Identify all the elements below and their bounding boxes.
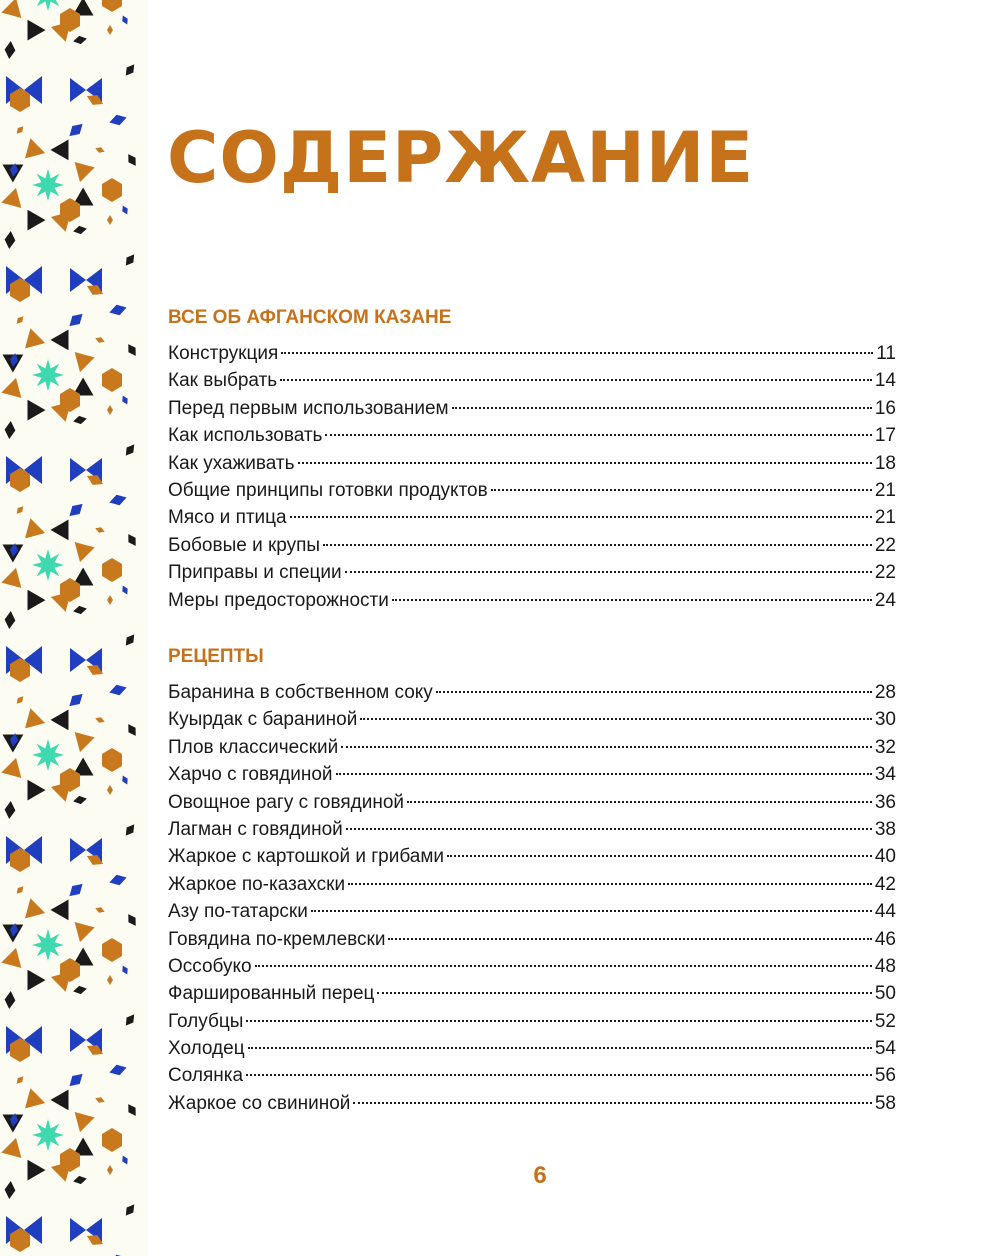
- toc-entry-title: Фаршированный перец: [168, 983, 375, 1005]
- toc-entry-title: Лагман с говядиной: [168, 818, 343, 840]
- toc-entry-page: 18: [874, 452, 896, 474]
- dot-leader: [246, 1020, 871, 1022]
- toc-entry[interactable]: [168, 706, 896, 733]
- toc-entry[interactable]: [168, 980, 896, 1007]
- geometric-pattern-icon: [0, 0, 148, 1256]
- toc-entry-title: Солянка: [168, 1065, 244, 1087]
- toc-entry-title: Овощное рагу с говядиной: [168, 791, 405, 813]
- toc-entry-page: 11: [876, 343, 896, 364]
- dot-leader: [298, 462, 872, 464]
- toc-list: [168, 679, 896, 1117]
- dot-leader: [281, 352, 873, 354]
- dot-leader: [323, 544, 872, 546]
- toc-entry-page: 50: [874, 983, 896, 1005]
- toc-entry-page: 24: [874, 589, 896, 611]
- dot-leader: [447, 855, 872, 857]
- toc-entry-page: 28: [874, 682, 896, 703]
- toc-entry[interactable]: [168, 559, 896, 586]
- toc-entry[interactable]: [168, 926, 896, 953]
- toc-entry[interactable]: [168, 450, 896, 477]
- dot-leader: [345, 571, 872, 573]
- toc-entry-title: Жаркое со свининой: [168, 1092, 351, 1114]
- toc-entry-page: 40: [874, 846, 896, 868]
- toc-entry-title: Общие принципы готовки продуктов: [168, 479, 488, 501]
- toc-entry-page: 36: [874, 791, 896, 813]
- toc-entry-title: Приправы и специи: [168, 562, 342, 584]
- toc-entry[interactable]: [168, 1035, 896, 1062]
- toc-entry[interactable]: [168, 816, 896, 843]
- toc-entry-title: Голубцы: [168, 1010, 244, 1032]
- dot-leader: [407, 801, 872, 803]
- section-heading: ВСЕ ОБ АФГАНСКОМ КАЗАНЕ: [168, 307, 452, 328]
- dot-leader: [248, 1047, 872, 1049]
- dot-leader: [280, 379, 872, 381]
- toc-entry-title: Баранина в собственном соку: [168, 682, 433, 703]
- toc-entry[interactable]: [168, 734, 896, 761]
- dot-leader: [346, 828, 872, 830]
- toc-entry-page: 30: [874, 709, 896, 731]
- toc-entry[interactable]: [168, 504, 896, 531]
- dot-leader: [336, 773, 872, 775]
- toc-entry-page: 32: [874, 736, 896, 758]
- dot-leader: [377, 992, 871, 994]
- dot-leader: [392, 599, 872, 601]
- toc-entry-title: Как использовать: [168, 425, 323, 447]
- dot-leader: [311, 910, 872, 912]
- toc-entry-page: 46: [874, 928, 896, 950]
- toc-entry-page: 44: [874, 901, 896, 923]
- decorative-ornament-border: [0, 0, 148, 1256]
- toc-entry[interactable]: [168, 953, 896, 980]
- dot-leader: [348, 883, 872, 885]
- toc-entry[interactable]: [168, 532, 896, 559]
- section-heading: РЕЦЕПТЫ: [168, 646, 264, 667]
- toc-entry-title: Как выбрать: [168, 370, 278, 392]
- toc-entry-title: Бобовые и крупы: [168, 534, 321, 556]
- section-recipes: [168, 643, 896, 1117]
- toc-entry-page: 14: [874, 370, 896, 392]
- toc-entry-title: Харчо с говядиной: [168, 764, 333, 786]
- toc-entry[interactable]: [168, 477, 896, 504]
- page-number: 6: [533, 1162, 547, 1189]
- toc-entry-page: 42: [874, 873, 896, 895]
- dot-leader: [360, 718, 872, 720]
- page-title: СОДЕРЖАНИЕ: [167, 117, 755, 199]
- toc-entry-title: Жаркое по-казахски: [168, 873, 346, 895]
- toc-entry-title: Перед первым использованием: [168, 397, 449, 419]
- toc-entry[interactable]: [168, 340, 896, 367]
- toc-entry-page: 34: [874, 764, 896, 786]
- toc-entry[interactable]: [168, 871, 896, 898]
- toc-entry[interactable]: [168, 679, 896, 706]
- toc-entry-page: 52: [874, 1010, 896, 1032]
- toc-entry-page: 16: [874, 397, 896, 419]
- toc-entry-title: Куырдак с бараниной: [168, 709, 358, 731]
- toc-entry-title: Плов классический: [168, 736, 339, 758]
- toc-entry-page: 56: [874, 1065, 896, 1087]
- toc-entry-page: 54: [874, 1038, 896, 1060]
- dot-leader: [388, 938, 871, 940]
- toc-entry[interactable]: [168, 1090, 896, 1117]
- dot-leader: [491, 489, 872, 491]
- toc-entry[interactable]: [168, 367, 896, 394]
- dot-leader: [341, 746, 872, 748]
- toc-entry-title: Как ухаживать: [168, 452, 295, 474]
- toc-entry[interactable]: [168, 761, 896, 788]
- toc-entry-title: Меры предосторожности: [168, 589, 389, 611]
- dot-leader: [325, 434, 871, 436]
- dot-leader: [452, 407, 872, 409]
- toc-entry-page: 21: [874, 507, 896, 529]
- dot-leader: [246, 1074, 872, 1076]
- toc-entry-page: 48: [874, 955, 896, 977]
- toc-entry-title: Холодец: [168, 1038, 245, 1060]
- toc-entry-title: Азу по-татарски: [168, 901, 308, 923]
- toc-entry[interactable]: [168, 898, 896, 925]
- toc-entry-title: Конструкция: [168, 343, 279, 364]
- toc-entry[interactable]: [168, 587, 896, 614]
- toc-entry-page: 22: [874, 562, 896, 584]
- toc-entry[interactable]: [168, 789, 896, 816]
- dot-leader: [436, 691, 872, 693]
- toc-entry-page: 22: [874, 534, 896, 556]
- toc-entry-title: Мясо и птица: [168, 507, 287, 529]
- toc-entry[interactable]: [168, 395, 896, 422]
- section-kazan: [168, 304, 896, 614]
- toc-entry[interactable]: [168, 422, 896, 449]
- toc-entry-page: 38: [874, 818, 896, 840]
- toc-entry[interactable]: [168, 1008, 896, 1035]
- toc-entry-page: 58: [874, 1092, 896, 1114]
- dot-leader: [290, 516, 872, 518]
- toc-entry-title: Говядина по-кремлевски: [168, 928, 386, 950]
- toc-entry-page: 21: [874, 479, 896, 501]
- toc-entry-page: 17: [874, 425, 896, 447]
- toc-list: [168, 340, 896, 614]
- dot-leader: [353, 1102, 871, 1104]
- toc-entry[interactable]: [168, 843, 896, 870]
- toc-entry[interactable]: [168, 1062, 896, 1089]
- toc-entry-title: Жаркое с картошкой и грибами: [168, 846, 445, 868]
- toc-entry-title: Оссобуко: [168, 955, 252, 977]
- dot-leader: [255, 965, 872, 967]
